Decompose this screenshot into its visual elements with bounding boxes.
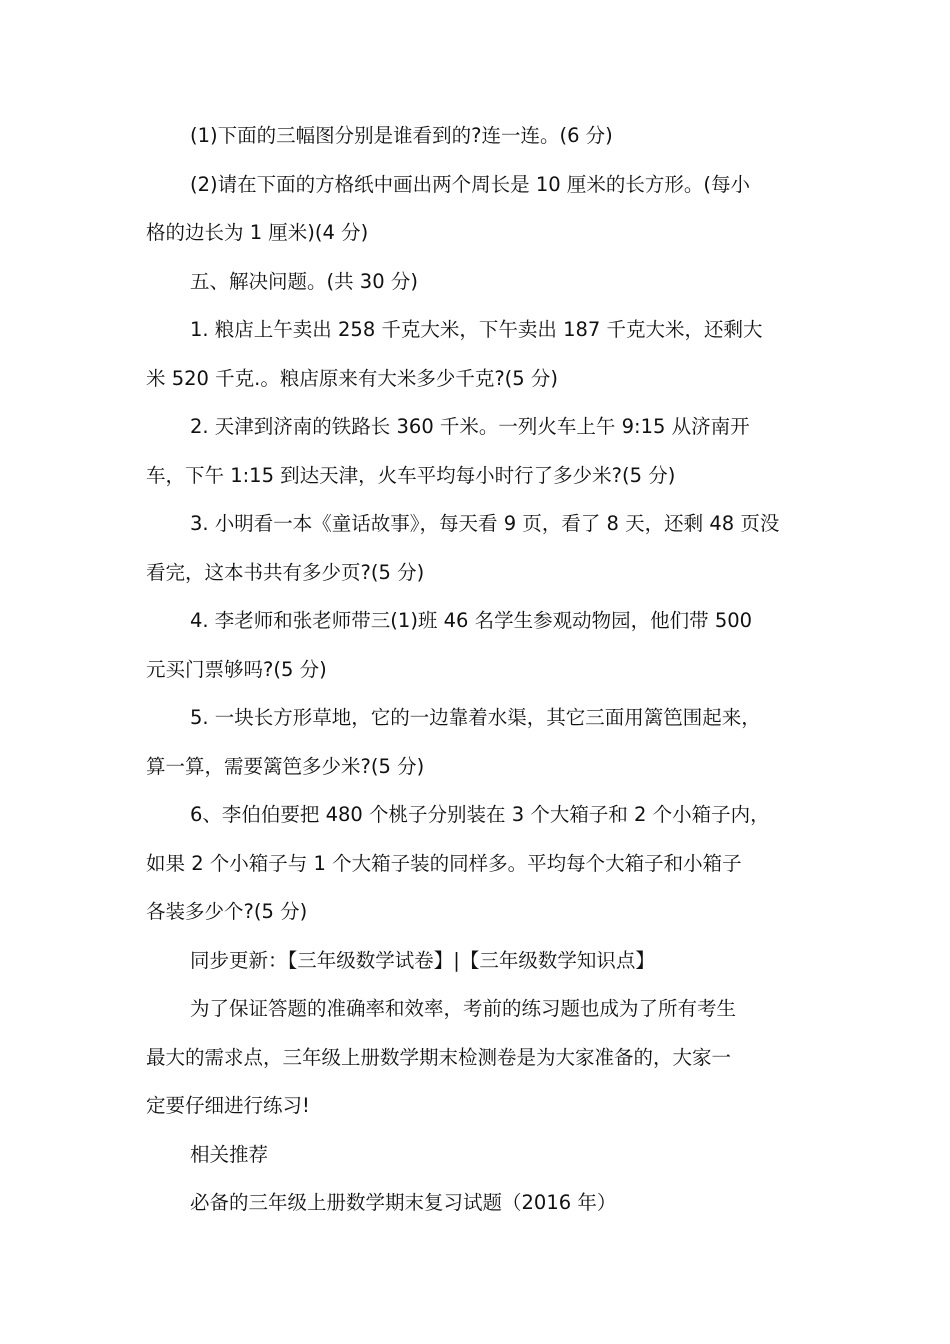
- text-line: 定要仔细进行练习!: [146, 1094, 310, 1117]
- text-line: 五、解决问题。(共 30 分): [190, 269, 418, 293]
- text-line: (2)请在下面的方格纸中画出两个周长是 10 厘米的长方形。(每小: [190, 172, 750, 196]
- question-1: [146, 306, 810, 403]
- question-5: [146, 694, 810, 791]
- text-line: 相关推荐: [190, 1142, 269, 1166]
- text-line: (1)下面的三幅图分别是谁看到的?连一连。(6 分): [190, 124, 613, 147]
- paragraph-part4-q1: [146, 112, 810, 161]
- related-heading: [146, 1131, 810, 1180]
- text-line: 格的边长为 1 厘米)(4 分): [146, 221, 369, 244]
- text-line: 最大的需求点，三年级上册数学期末检测卷是为大家准备的，大家一: [146, 1045, 732, 1069]
- text-line: 同步更新：【三年级数学试卷】|【三年级数学知识点】: [190, 948, 655, 972]
- document-page: [146, 112, 810, 1228]
- paragraph-part4-q2: [146, 161, 810, 258]
- text-line: 车，下午 1:15 到达天津，火车平均每小时行了多少米?(5 分): [146, 463, 676, 487]
- text-line: 2. 天津到济南的铁路长 360 千米。一列火车上午 9:15 从济南开: [190, 415, 750, 438]
- text-line: 算一算，需要篱笆多少米?(5 分): [146, 754, 425, 778]
- question-4: [146, 597, 810, 694]
- text-line: 各装多少个?(5 分): [146, 900, 308, 923]
- text-line: 为了保证答题的准确率和效率，考前的练习题也成为了所有考生: [190, 997, 737, 1020]
- question-6: [146, 791, 810, 937]
- closing-paragraph: [146, 985, 810, 1131]
- section-heading-part5: [146, 258, 810, 307]
- text-line: 6、李伯伯要把 480 个桃子分别装在 3 个大箱子和 2 个小箱子内，: [190, 803, 770, 826]
- sync-update-line: [146, 937, 810, 986]
- text-line: 看完，这本书共有多少页?(5 分): [146, 560, 425, 584]
- related-link[interactable]: [146, 1179, 810, 1228]
- question-2: [146, 403, 810, 500]
- text-line: 4. 李老师和张老师带三(1)班 46 名学生参观动物园，他们带 500: [190, 609, 753, 632]
- text-line: 1. 粮店上午卖出 258 千克大米，下午卖出 187 千克大米，还剩大: [190, 318, 763, 341]
- text-line: 3. 小明看一本《童话故事》，每天看 9 页，看了 8 天，还剩 48 页没: [190, 512, 780, 535]
- text-line: 5. 一块长方形草地，它的一边靠着水渠，其它三面用篱笆围起来，: [190, 706, 761, 729]
- question-3: [146, 500, 810, 597]
- text-line: 如果 2 个小箱子与 1 个大箱子装的同样多。平均每个大箱子和小箱子: [146, 851, 742, 875]
- text-line: 元买门票够吗?(5 分): [146, 657, 327, 681]
- text-line[interactable]: 必备的三年级上册数学期末复习试题（2016 年）: [190, 1191, 617, 1214]
- text-line: 米 520 千克.。粮店原来有大米多少千克?(5 分): [146, 366, 558, 390]
